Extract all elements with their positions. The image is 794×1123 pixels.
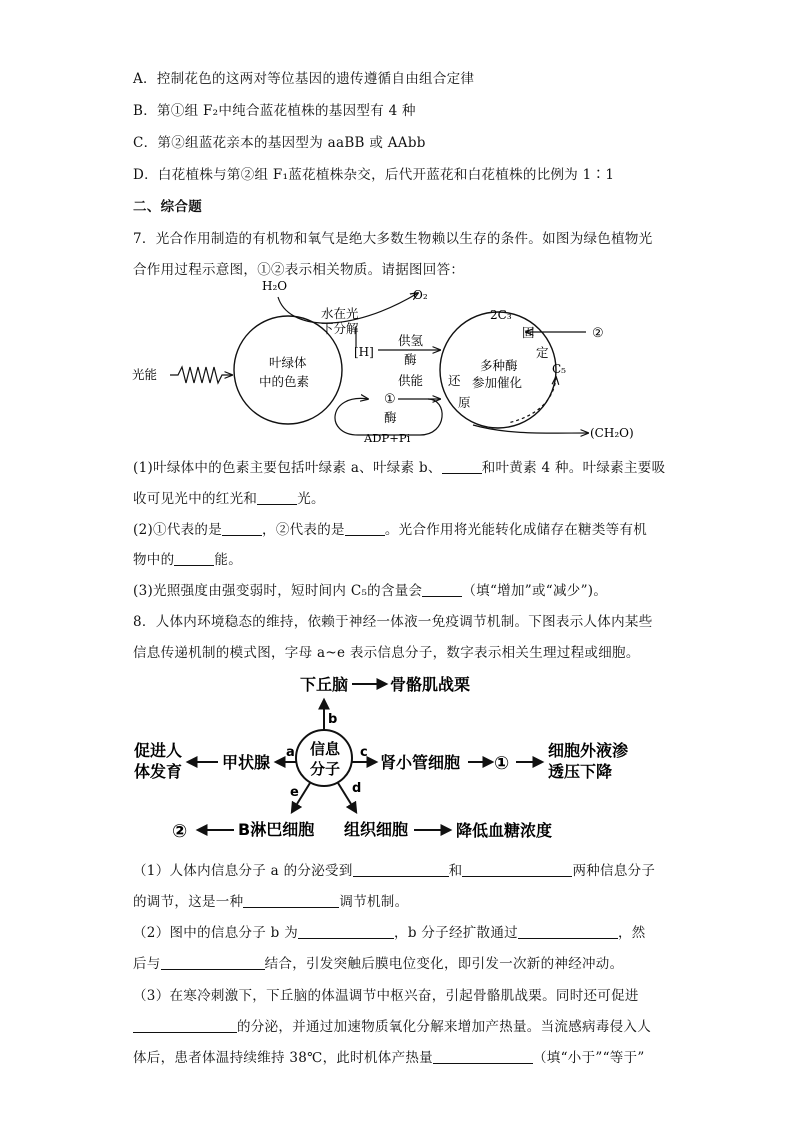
- q8-sub3-line3: [133, 1046, 645, 1066]
- q8-sub2-line2: [133, 952, 623, 972]
- q8-sub2-text-d: 后与: [133, 956, 161, 972]
- h-label: [H]: [354, 345, 374, 359]
- fix-label-2: 定: [536, 345, 549, 360]
- supply-energy-label: 供能: [398, 373, 424, 388]
- substance-1-label: ①: [384, 392, 396, 407]
- option-d: D．白花植株与第②组 F₁蓝花植株杂交，后代开蓝花和白花植株的比例为 1∶1: [133, 167, 615, 183]
- q7-sub1-line1: [133, 456, 665, 476]
- answer-blank[interactable]: [345, 521, 385, 536]
- answer-blank[interactable]: [353, 862, 449, 877]
- develop-label-2: 体发育: [134, 762, 183, 781]
- q7-sub2-text-e: 能。: [214, 552, 243, 568]
- q8-sub1-line2: [133, 890, 408, 910]
- photosynthesis-diagram: [128, 275, 648, 445]
- answer-blank[interactable]: [518, 924, 618, 939]
- answer-blank[interactable]: [222, 521, 262, 536]
- q8-sub2-line1: [133, 921, 646, 941]
- q7-sub2-text-d: 物中的: [133, 552, 175, 568]
- c3-label: 2C₃: [490, 308, 512, 322]
- cell-2-label: ②: [172, 821, 188, 842]
- center-label-2: 分子: [310, 760, 341, 778]
- q8-sub2-text-b: ，b 分子经扩散通过: [394, 925, 518, 941]
- answer-blank[interactable]: [257, 490, 297, 505]
- q7-sub2-line1: [133, 518, 647, 538]
- osmotic-label-1: 细胞外液渗: [548, 741, 629, 760]
- section-title: 二、综合题: [133, 199, 202, 215]
- q7-sub3-line: [133, 579, 607, 599]
- q8-stem-2: 信息传递机制的模式图，字母 a~e 表示信息分子，数字表示相关生理过程或细胞。: [133, 645, 640, 661]
- q8-sub3-text-b: 的分泌，并通过加速物质氧化分解来增加产热量。当流感病毒侵入人: [237, 1019, 651, 1035]
- answer-blank[interactable]: [442, 459, 482, 474]
- glucose-label: 降低血糖浓度: [456, 821, 553, 840]
- enzyme-label-2: 酶: [384, 410, 397, 425]
- q8-sub3-text-d: （填“小于”“等于”: [532, 1050, 645, 1066]
- q8-sub3-text-a: （3）在寒冷刺激下，下丘脑的体温调节中枢兴奋，引起骨骼肌战栗。同时还可促进: [133, 988, 639, 1004]
- q8-sub1-text-c: 两种信息分子: [572, 863, 656, 879]
- h2o-label: H₂O: [262, 279, 288, 293]
- substance-2-label: ②: [592, 326, 604, 341]
- q7-stem-1: 7．光合作用制造的有机物和氧气是绝大多数生物赖以生存的条件。如图为绿色植物光: [133, 231, 653, 247]
- hypothalamus-label: 下丘脑: [300, 675, 349, 694]
- answer-blank[interactable]: [243, 893, 339, 908]
- c5-label: C₅: [552, 362, 566, 376]
- q8-sub1-line1: [133, 859, 655, 879]
- enzyme-label-1: 酶: [404, 352, 417, 367]
- q8-sub3-line1: [133, 984, 639, 1004]
- q7-sub1-text-c: 收可见光中的红光和: [133, 491, 258, 507]
- shiver-label: 骨骼肌战栗: [390, 675, 471, 694]
- q7-sub1-line2: [133, 487, 325, 507]
- q8-sub1-text-d: 的调节，这是一种: [133, 894, 244, 910]
- multi-enzyme-label-1: 多种酶: [480, 358, 518, 373]
- signal-molecule-diagram: [130, 670, 650, 845]
- q8-sub2-text-a: （2）图中的信息分子 b 为: [133, 925, 299, 941]
- q8-sub1-text-b: 和: [448, 863, 463, 879]
- q8-sub3-line2: [133, 1015, 651, 1035]
- option-c: C．第②组蓝花亲本的基因型为 aaBB 或 AAbb: [133, 135, 426, 151]
- q8-sub2-text-e: 结合，引发突触后膜电位变化，即引发一次新的神经冲动。: [264, 956, 624, 972]
- q7-sub2-text-c: 。光合作用将光能转化成储存在糖类等有机: [384, 522, 648, 538]
- q7-stem-2: 合作用过程示意图，①②表示相关物质。请据图回答：: [133, 262, 465, 278]
- fix-label-1: 固: [522, 325, 535, 340]
- ch2o-label: (CH₂O): [590, 426, 634, 440]
- label-b: b: [328, 712, 338, 727]
- answer-blank[interactable]: [298, 924, 394, 939]
- label-d: d: [352, 781, 362, 796]
- q7-sub3-text-a: (3)光照强度由强变弱时，短时间内 C₅的含量会: [133, 583, 423, 599]
- light-label: 光能: [132, 367, 158, 382]
- q8-sub3-text-c: 体后，患者体温持续维持 38℃，此时机体产热量: [133, 1050, 433, 1066]
- option-b: B．第①组 F₂中纯合蓝花植株的基因型有 4 种: [133, 103, 416, 119]
- light-zigzag: [170, 367, 232, 383]
- thyroid-label: 甲状腺: [222, 753, 271, 772]
- water-split-label-1: 水在光: [321, 306, 359, 321]
- osmotic-label-2: 透压下降: [548, 762, 613, 781]
- answer-blank[interactable]: [174, 551, 214, 566]
- option-a: A．控制花色的这两对等位基因的遗传遵循自由组合定律: [133, 71, 475, 87]
- q7-sub1-text-b: 和叶黄素 4 种。叶绿素主要吸: [481, 460, 666, 476]
- kidney-label: 肾小管细胞: [380, 753, 461, 772]
- center-label-1: 信息: [310, 740, 341, 758]
- supply-h-label: 供氢: [398, 333, 424, 348]
- q7-sub1-text-d: 光。: [297, 491, 325, 507]
- reduce-label-1: 还: [448, 373, 461, 388]
- label-e: e: [290, 785, 299, 800]
- q7-sub1-text-a: (1)叶绿体中的色素主要包括叶绿素 a、叶绿素 b、: [133, 460, 442, 476]
- answer-blank[interactable]: [161, 955, 265, 970]
- answer-blank[interactable]: [422, 582, 462, 597]
- q7-sub2-text-b: ，②代表的是: [262, 522, 345, 538]
- pigment-label-1: 叶绿体: [269, 355, 307, 370]
- pigment-label-2: 中的色素: [259, 374, 310, 389]
- q8-sub1-text-a: （1）人体内信息分子 a 的分泌受到: [133, 863, 353, 879]
- tissue-label: 组织细胞: [344, 820, 409, 839]
- q7-sub3-text-b: （填“增加”或“减少”)。: [462, 583, 608, 599]
- label-c: c: [360, 745, 368, 760]
- water-split-label-2: 下分解: [321, 321, 359, 336]
- label-a: a: [286, 745, 295, 760]
- multi-enzyme-label-2: 参加催化: [472, 375, 523, 390]
- process-1-label: ①: [494, 753, 510, 774]
- adp-label: ADP+Pi: [364, 431, 411, 445]
- develop-label-1: 促进人: [134, 741, 183, 760]
- q7-sub2-text-a: (2)①代表的是: [133, 522, 223, 538]
- q8-stem-1: 8．人体内环境稳态的维持，依赖于神经一体液一免疫调节机制。下图表示人体内某些: [133, 614, 653, 630]
- q8-sub2-text-c: ，然: [617, 925, 646, 941]
- answer-blank[interactable]: [133, 1018, 237, 1033]
- o2-label: O₂: [413, 288, 428, 302]
- q8-sub1-text-e: 调节机制。: [339, 894, 409, 910]
- bcell-label: B淋巴细胞: [238, 820, 315, 839]
- answer-blank[interactable]: [433, 1049, 533, 1064]
- q7-sub2-line2: [133, 548, 242, 568]
- answer-blank[interactable]: [462, 862, 572, 877]
- reduce-label-2: 原: [458, 395, 471, 410]
